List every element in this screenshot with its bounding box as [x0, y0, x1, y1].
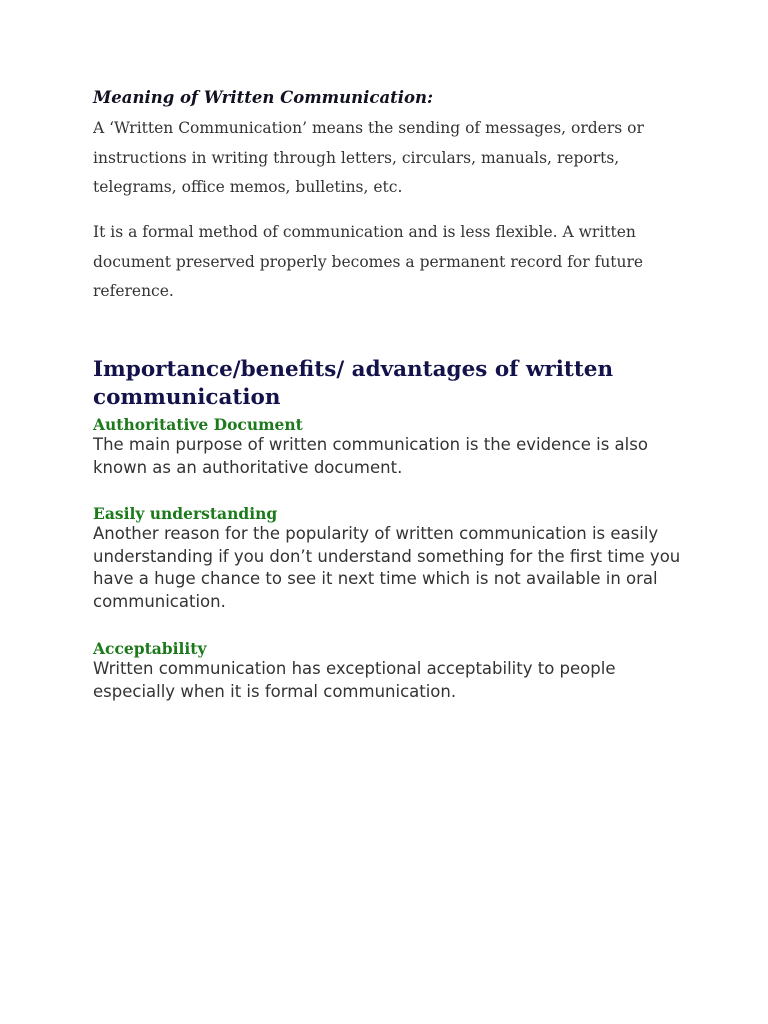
section-title: Easily understanding — [93, 504, 278, 523]
section-title: Acceptability — [93, 639, 207, 658]
meaning-heading: Meaning of Written Communication: — [93, 88, 434, 107]
section-body: Another reason for the popularity of written communication is easily understanding if you don’t understand something for the first time you have a huge chance to see it next time which is not available in oral communication. — [93, 524, 681, 611]
meaning-paragraph-2: It is a formal method of communication and is less flexible. A written document preserved properly becomes a permanent record for future reference. — [93, 223, 644, 300]
section-body: The main purpose of written communication is the evidence is also known as an authoritative document. — [93, 435, 648, 477]
section-body: Written communication has exceptional acceptability to people especially when it is formal communication. — [93, 659, 616, 701]
importance-heading: Importance/benefits/ advantages of written communication — [93, 357, 614, 410]
meaning-paragraph-1: A ‘Written Communication’ means the sending of messages, orders or instructions in writing through letters, circulars, manuals, reports, telegrams, office memos, bulletins, etc. — [93, 119, 644, 196]
section-title: Authoritative Document — [93, 415, 303, 434]
